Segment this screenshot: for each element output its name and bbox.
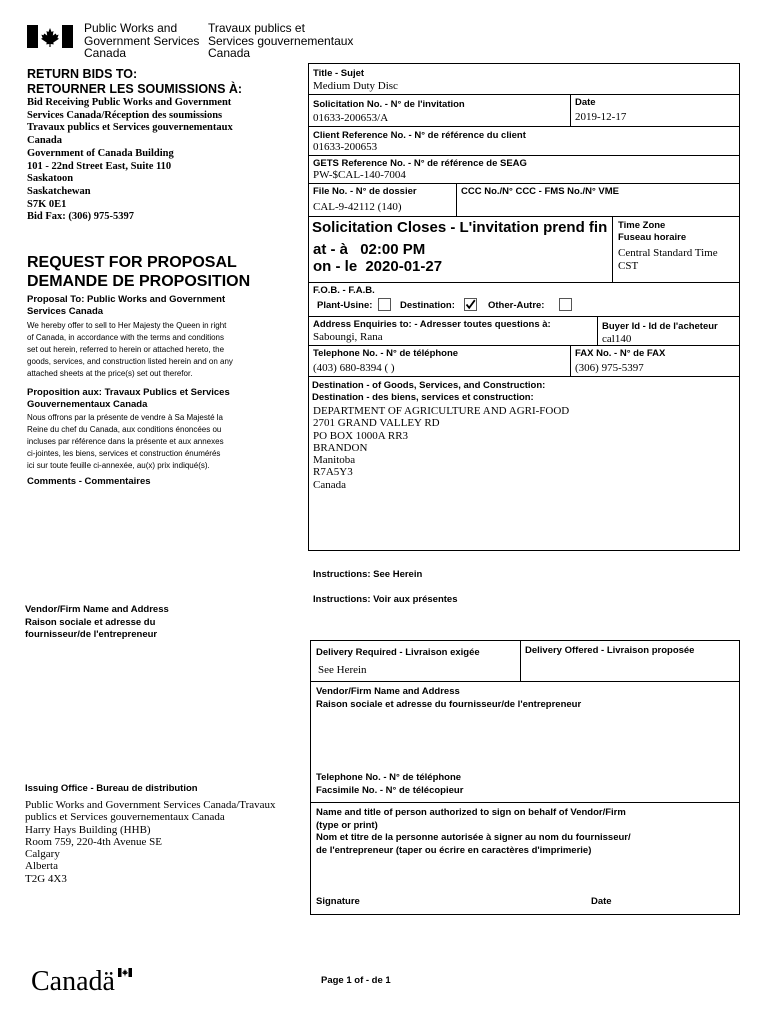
instructions-fr: Instructions: Voir aux présentes	[313, 594, 458, 605]
client-reference-value: 01633-200653	[313, 141, 378, 153]
delivery-required-label: Delivery Required - Livraison exigée	[316, 647, 480, 658]
authorized-signer-label	[316, 807, 631, 857]
proposition-line: Gouvernementaux Canada	[27, 398, 148, 410]
signature-date-label: Date	[591, 896, 612, 907]
department-name-french	[208, 22, 353, 60]
address-line: Harry Hays Building (HHB)	[25, 823, 151, 836]
client-reference-label: Client Reference No. - N° de référence du client	[313, 130, 526, 141]
destination-goods-label	[312, 380, 545, 403]
offer-line: ci-jointes, les biens, services et construction énumérés	[27, 449, 221, 458]
address-line: Calgary	[25, 848, 60, 861]
address-line: Manitoba	[313, 454, 356, 467]
address-line: publics et Services gouvernementaux Canada	[25, 811, 225, 824]
proposal-to-line: Services Canada	[27, 305, 104, 317]
delivery-offered-label: Delivery Offered - Livraison proposée	[525, 645, 695, 656]
date-label: Date	[575, 97, 596, 108]
address-line: Alberta	[25, 860, 58, 873]
address-line: Canada	[313, 478, 346, 491]
fax-label: FAX No. - N° de FAX	[575, 348, 666, 359]
vendor-label-line: Raison sociale et adresse du	[25, 616, 156, 628]
canada-wordmark: Canadä	[31, 966, 115, 997]
time-zone-label-line: Time Zone	[618, 220, 666, 231]
address-line: S7K 0E1	[27, 198, 67, 210]
plant-label: Plant-Usine:	[317, 300, 373, 311]
closing-date-value: 2020-01-27	[365, 258, 443, 275]
offer-line: We hereby offer to sell to Her Majesty the Queen in right	[27, 321, 227, 330]
address-line: Bid Fax: (306) 975-5397	[27, 211, 135, 223]
canada-flag-logo	[27, 25, 73, 48]
authorized-signer-label-line: (type or print)	[316, 819, 378, 831]
vendor-label-line: Vendor/Firm Name and Address	[25, 604, 169, 615]
destination-goods-label-line: Destination - of Goods, Services, and Construction:	[312, 380, 546, 391]
address-line: Saskatoon	[27, 173, 74, 185]
authorized-signer-label-line: Name and title of person authorized to sign on behalf of Vendor/Firm	[316, 807, 626, 818]
vendor-firm-label-line: Raison sociale et adresse du fournisseur/de l'entrepreneur	[316, 698, 582, 710]
solicitation-closes-label: Solicitation Closes - L'invitation prend fin	[312, 219, 608, 236]
offer-line: of Canada, in accordance with the terms and conditions	[27, 333, 225, 342]
address-line: Travaux publics et Services gouvernementaux	[27, 122, 233, 134]
rfp-title-en: REQUEST FOR PROPOSAL	[27, 254, 237, 271]
return-bids-title-en: RETURN BIDS TO:	[27, 67, 138, 81]
address-line: R7A5Y3	[313, 466, 353, 479]
time-zone-value	[618, 247, 718, 273]
address-enquiries-label: Address Enquiries to: - Adresser toutes questions à:	[313, 319, 551, 330]
rfp-title-fr: DEMANDE DE PROPOSITION	[27, 273, 251, 290]
department-name-en-line: Government Services	[84, 33, 200, 48]
buyer-id-label: Buyer Id - Id de l'acheteur	[602, 321, 718, 332]
department-name-fr-line: Services gouvernementaux	[208, 33, 354, 48]
address-line: Room 759, 220-4th Avenue SE	[25, 835, 162, 848]
time-zone-value-line: CST	[618, 260, 639, 272]
file-number-value: CAL-9-42112 (140)	[313, 201, 402, 213]
department-name-english	[84, 22, 199, 60]
instructions-en: Instructions: See Herein	[313, 569, 423, 580]
return-bids-address	[27, 97, 233, 224]
address-line: T2G 4X3	[25, 872, 67, 885]
closing-date-row	[313, 258, 442, 276]
time-zone-value-line: Central Standard Time	[618, 247, 718, 259]
check-mark-icon	[465, 299, 476, 310]
date-value: 2019-12-17	[575, 111, 627, 123]
fax-value: (306) 975-5397	[575, 362, 644, 374]
destination-goods-address	[313, 405, 569, 491]
address-line: DEPARTMENT OF AGRICULTURE AND AGRI-FOOD	[313, 405, 570, 417]
signature-label: Signature	[316, 896, 360, 907]
authorized-signer-label-line: de l'entrepreneur (taper ou écrire en caractères d'imprimerie)	[316, 844, 592, 856]
comments-label: Comments - Commentaires	[27, 476, 151, 487]
offer-line: ici sur toute feuille ci-annexée, au(x) prix indiqué(s).	[27, 461, 210, 470]
return-bids-heading	[27, 67, 242, 97]
fob-label: F.O.B. - F.A.B.	[313, 285, 375, 296]
telephone-label: Telephone No. - N° de téléphone	[313, 348, 459, 359]
offer-line: Reine du chef du Canada, aux conditions énoncées ou	[27, 425, 222, 434]
rfp-heading	[27, 253, 250, 291]
destination-goods-label-line: Destination - des biens, services et construction:	[312, 391, 534, 403]
offer-line: set out herein, referred to herein or attached hereto, the	[27, 345, 225, 354]
proposition-line: Proposition aux: Travaux Publics et Services	[27, 387, 230, 398]
ccc-number-label: CCC No./N° CCC - FMS No./N° VME	[461, 186, 620, 197]
address-line: 2701 GRAND VALLEY RD	[313, 417, 440, 430]
gets-reference-label: GETS Reference No. - N° de référence de SEAG	[313, 158, 527, 169]
proposal-to-line: Proposal To: Public Works and Government	[27, 294, 226, 305]
file-number-label: File No. - N° de dossier	[313, 186, 417, 197]
closing-time-value: 02:00 PM	[360, 241, 426, 258]
address-line: Saskatchewan	[27, 185, 91, 197]
page-number: Page 1 of - de 1	[321, 975, 391, 986]
wordmark-flag-icon	[118, 964, 132, 973]
vendor-contact-labels	[316, 772, 463, 797]
return-bids-title-fr: RETOURNER LES SOUMISSIONS À:	[27, 82, 243, 96]
delivery-required-value: See Herein	[318, 664, 367, 676]
offer-text-fr	[27, 412, 224, 472]
issuing-office-address	[25, 799, 276, 885]
vendor-facsimile-label: Facsimile No. - N° de télécopieur	[316, 784, 464, 796]
other-checkbox[interactable]	[559, 298, 572, 311]
vendor-label-line: fournisseur/de l'entrepreneur	[25, 629, 158, 640]
offer-line: goods, services, and construction listed herein and on any	[27, 357, 233, 366]
offer-line: incluses par référence dans la présente et aux annexes	[27, 437, 224, 446]
address-line: Bid Receiving Public Works and Government	[27, 97, 232, 108]
address-line: Services Canada/Réception des soumissions	[27, 109, 223, 121]
offer-line: attached sheets at the price(s) set out therefor.	[27, 369, 193, 378]
issuing-office-label: Issuing Office - Bureau de distribution	[25, 783, 198, 794]
destination-label: Destination:	[400, 300, 455, 311]
department-name-en-line: Canada	[84, 46, 127, 60]
address-line: PO BOX 1000A RR3	[313, 429, 409, 442]
title-label: Title - Sujet	[313, 68, 365, 79]
telephone-value: (403) 680-8394 ( )	[313, 362, 395, 374]
vendor-firm-label-line: Vendor/Firm Name and Address	[316, 686, 460, 697]
address-line: Public Works and Government Services Canada/Travaux	[25, 799, 276, 811]
offer-text-en	[27, 320, 233, 380]
buyer-id-value: cal140	[602, 333, 632, 345]
time-zone-label	[618, 220, 686, 243]
vendor-firm-label	[316, 686, 581, 711]
proposal-to	[27, 294, 225, 317]
department-name-fr-line: Canada	[208, 46, 251, 60]
department-name-en-line: Public Works and	[84, 21, 178, 35]
address-enquiries-value: Saboungi, Rana	[313, 331, 383, 343]
at-label: at - à	[313, 241, 349, 258]
address-line: Canada	[27, 135, 63, 147]
proposition-aux	[27, 387, 230, 410]
authorized-signer-label-line: Nom et titre de la personne autorisée à signer au nom du fournisseur/	[316, 832, 631, 843]
plant-checkbox[interactable]	[378, 298, 391, 311]
address-line: Government of Canada Building	[27, 147, 174, 159]
title-value: Medium Duty Disc	[313, 80, 398, 92]
address-line: 101 - 22nd Street East, Suite 110	[27, 160, 172, 172]
on-label: on - le	[313, 258, 358, 275]
solicitation-number-label: Solicitation No. - N° de l'invitation	[313, 99, 465, 110]
destination-checkbox[interactable]	[464, 298, 477, 311]
department-name-fr-line: Travaux publics et	[208, 21, 305, 35]
other-label: Other-Autre:	[488, 300, 545, 311]
vendor-firm-label-left	[25, 604, 169, 642]
closing-time-row	[313, 241, 425, 259]
offer-line: Nous offrons par la présente de vendre à Sa Majesté la	[27, 413, 223, 422]
vendor-telephone-label: Telephone No. - N° de téléphone	[316, 772, 462, 783]
address-line: BRANDON	[313, 441, 368, 454]
time-zone-label-line: Fuseau horaire	[618, 231, 687, 243]
gets-reference-value: PW-$CAL-140-7004	[313, 169, 406, 181]
solicitation-number-value: 01633-200653/A	[313, 112, 389, 124]
